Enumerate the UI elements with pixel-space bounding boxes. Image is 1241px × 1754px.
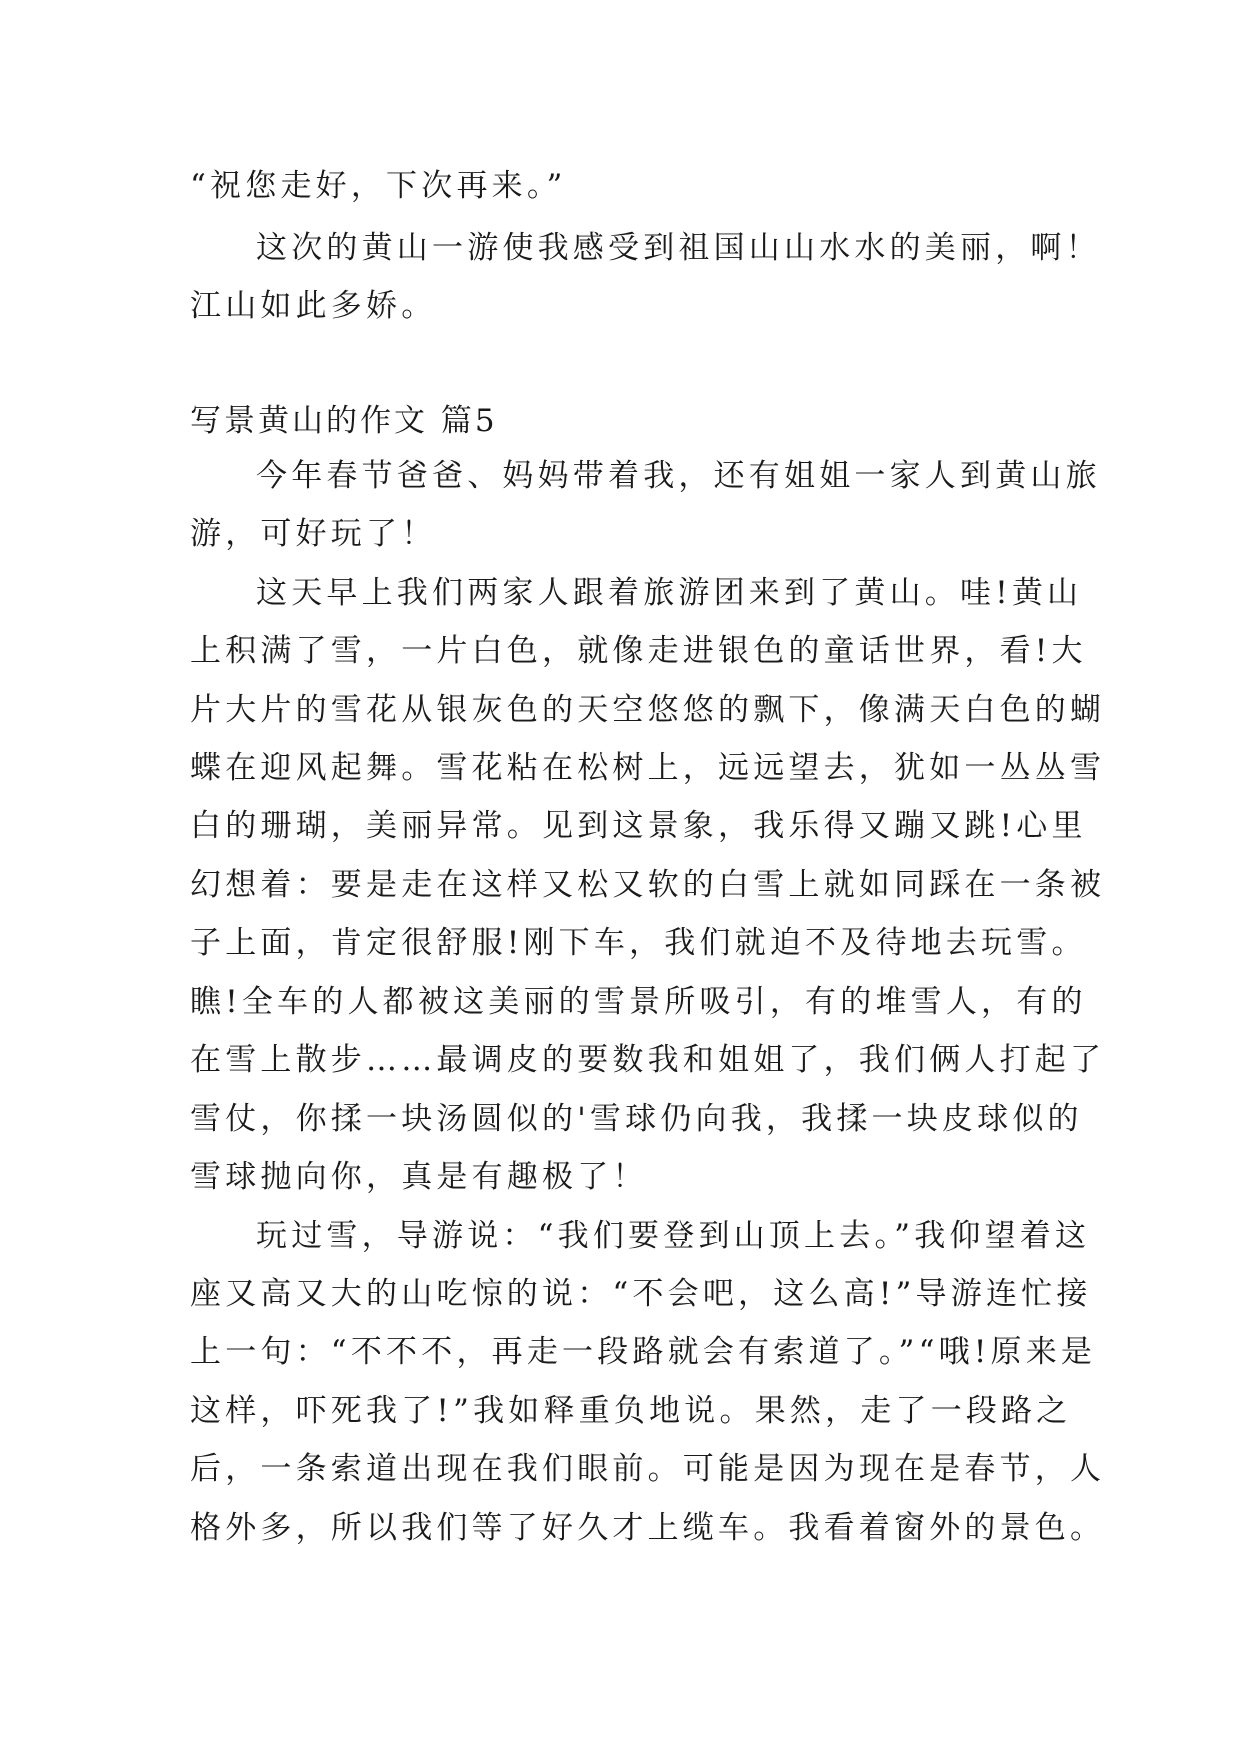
paragraph-line: 江山如此多娇。 bbox=[190, 288, 437, 324]
paragraph-line: 游，可好玩了！ bbox=[190, 516, 437, 552]
paragraph-line: 在雪上散步……最调皮的要数我和姐姐了，我们俩人打起了 bbox=[190, 1042, 1106, 1078]
paragraph-line: 雪仗，你揉一块汤圆似的'雪球仍向我，我揉一块皮球似的 bbox=[190, 1101, 1083, 1137]
paragraph-line: 幻想着：要是走在这样又松又软的白雪上就如同踩在一条被 bbox=[190, 867, 1106, 903]
paragraph-line: 雪球抛向你，真是有趣极了！ bbox=[190, 1159, 648, 1195]
paragraph-line: 后，一条索道出现在我们眼前。可能是因为现在是春节，人 bbox=[190, 1451, 1106, 1487]
paragraph-line: 这天早上我们两家人跟着旅游团来到了黄山。哇!黄山 bbox=[256, 575, 1083, 611]
paragraph-line: 座又高又大的山吃惊的说：“不会吧，这么高!”导游连忙接 bbox=[190, 1276, 1092, 1312]
paragraph-line: 格外多，所以我们等了好久才上缆车。我看着窗外的景色。 bbox=[190, 1510, 1106, 1546]
paragraph-line: 这次的黄山一游使我感受到祖国山山水水的美丽，啊！ bbox=[256, 230, 1101, 266]
paragraph-line: 子上面，肯定很舒服!刚下车，我们就迫不及待地去玩雪。 bbox=[190, 925, 1087, 961]
paragraph-line: 瞧!全车的人都被这美丽的雪景所吸引，有的堆雪人，有的 bbox=[190, 984, 1087, 1020]
paragraph-line: 上一句：“不不不，再走一段路就会有索道了。”“哦!原来是 bbox=[190, 1334, 1097, 1370]
paragraph-line: 这样，吓死我了!”我如释重负地说。果然，走了一段路之 bbox=[190, 1393, 1072, 1429]
paragraph-line: 片大片的雪花从银灰色的天空悠悠的飘下，像满天白色的蝴 bbox=[190, 692, 1106, 728]
paragraph-line: 白的珊瑚，美丽异常。见到这景象，我乐得又蹦又跳!心里 bbox=[190, 808, 1087, 844]
closing-quote-line: “祝您走好，下次再来。” bbox=[190, 168, 567, 204]
paragraph-line: 上积满了雪，一片白色，就像走进银色的童话世界，看!大 bbox=[190, 633, 1087, 669]
paragraph-line: 玩过雪，导游说：“我们要登到山顶上去。”我仰望着这 bbox=[256, 1218, 1091, 1254]
section-heading: 写景黄山的作文 篇5 bbox=[190, 403, 498, 439]
paragraph-line: 今年春节爸爸、妈妈带着我，还有姐姐一家人到黄山旅 bbox=[256, 458, 1101, 494]
paragraph-line: 蝶在迎风起舞。雪花粘在松树上，远远望去，犹如一丛丛雪 bbox=[190, 750, 1106, 786]
